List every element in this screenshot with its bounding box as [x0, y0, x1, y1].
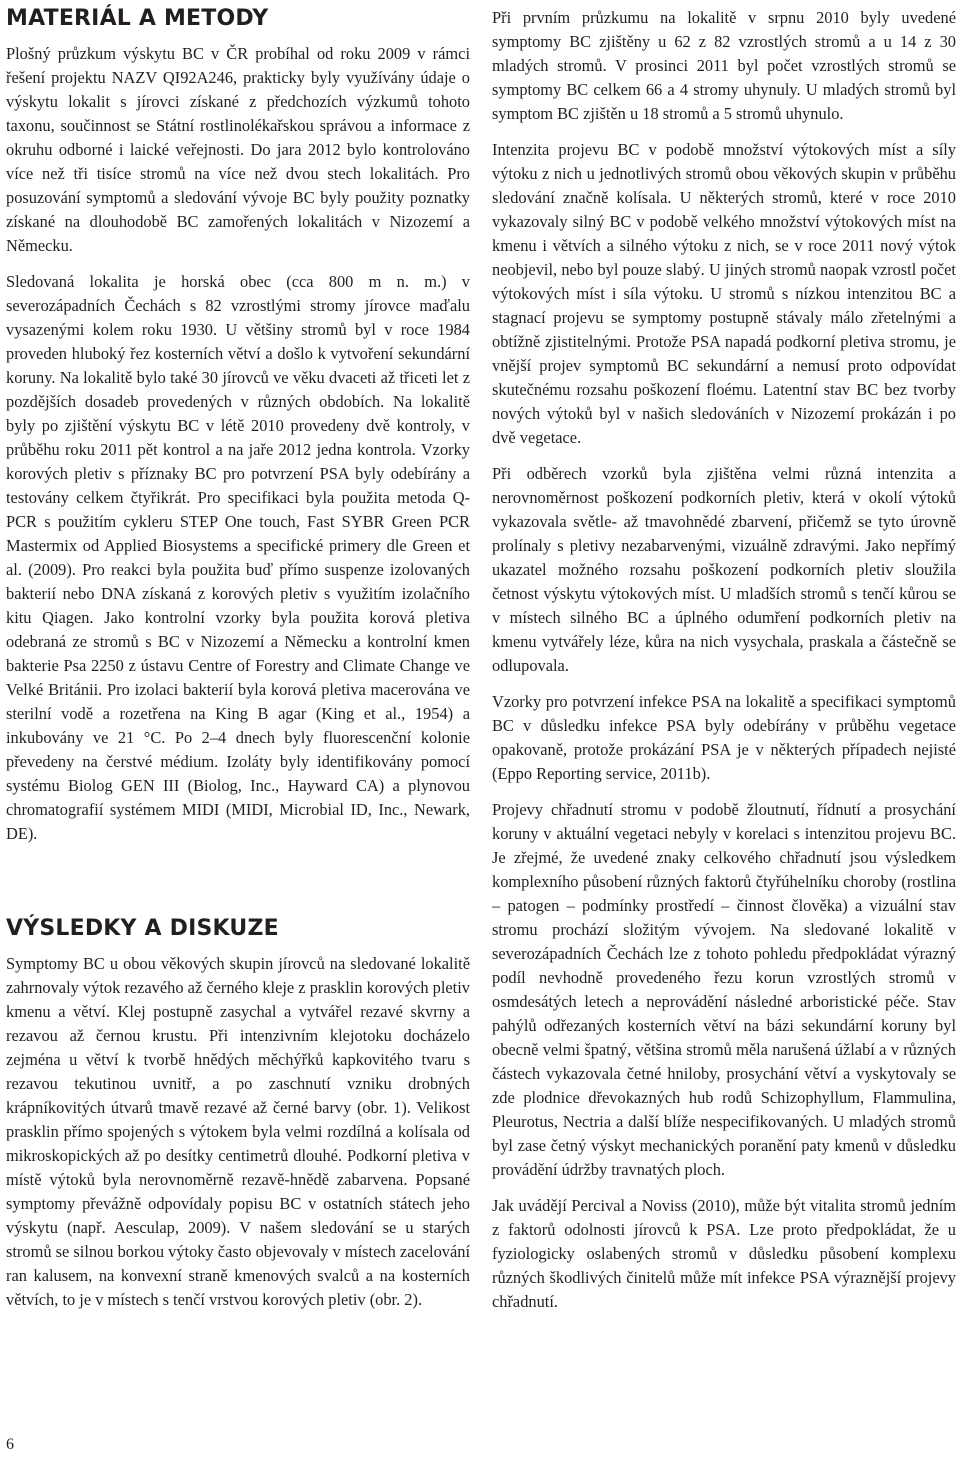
results-paragraph-2: Při prvním průzkumu na lokalitě v srpnu 2010 byly uvedené symptomy BC zjištěny u 62 z 82 vzrostlých stromů a u 14 z 30 mladých stromů. V prosinci 2011 byl počet vzrostlých stromů se symptomy BC celkem 66 a 4 stromy uhynuly. U mladých stromů byl symptom BC zjištěn u 18 stromů a 5 stromů uhynulo. — [492, 8, 956, 123]
results-paragraph-3: Intenzita projevu BC v podobě množství výtokových míst a síly výtoku z nich u jednotlivých stromů obou věkových skupin v průběhu sledování značně kolísala. U některých stromů, které v roce 2010 vykazovaly silný BC v podobě velkého množství výtokových míst na kmenu i větvích a silného výtoku z nich, se v roce 2011 nový výtok neobjevil, nebo byl pouze slabý. U jiných stromů naopak vzrostl počet výtokových míst i síla výtoku. U stromů s nízkou intenzitou BC a stagnací projevu se symptomy postupně stávaly málo zřetelnými a obtížně zjistitelnými. Protože PSA napadá podkorní pletiva stromu, je vnější projev symptomů BC sekundární a nemusí proto odpovídat skutečnému rozsahu poškození floému. Latentní stav BC bez tvorby nových výtoků byl v našich sledováních v Nizozemí prokázán i po dvě vegetace. — [492, 140, 956, 447]
methods-paragraph-1: Plošný průzkum výskytu BC v ČR probíhal od roku 2009 v rámci řešení projektu NAZV QI92A246, prakticky byly využívány údaje o výskytu lokalit s jírovci získané z předchozích výzkumů tohoto taxonu, součinnost se Státní rostlinolékařskou správou a informace z okruhu odborné i laické veřejnosti. Do jara 2012 bylo kontrolováno více než tři tisíce stromů na více než dvou stech lokalitách. Pro posuzování symptomů a sledování vývoje BC byly použity poznatky získané na dlouhodobě BC zamořených lokalitách v Nizozemí a Německu. — [6, 44, 470, 255]
methods-paragraph-2: Sledovaná lokalita je horská obec (cca 800 m n. m.) v severozápadních Čechách s 82 vzrostlými stromy jírovce maďalu vysazenými kolem roku 1930. U většiny stromů byl v roce 1984 proveden hluboký řez kosterních větví a došlo k vytvoření sekundární koruny. Na lokalitě bylo také 30 jírovců ve věku dvaceti až třiceti let z pozdějších dosadeb provedených v různých obdobích. Na lokalitě byly po zjištění výskytu BC v létě 2010 provedeny dvě kontroly, v průběhu roku 2011 pět kontrol a na jaře 2012 jedna kontrola. Vzorky korových pletiv s příznaky BC pro potvrzení PSA byly odebírány a testovány celkem čtyřikrát. Pro specifikaci byla použita metoda Q-PCR s použitím cykleru STEP One touch, Fast SYBR Green PCR Mastermix od Applied Biosystems a specifické primery dle Green et al. (2009). Pro reakci byla použita buď přímo suspenze izolovaných bakterií nebo DNA získaná z korových pletiv s využitím izolačního kitu Qiagen. Jako kontrolní vzorky byla použita korová pletiva odebraná ze stromů s BC v Nizozemí a Německu a kontrolní kmen bakterie Psa 2250 z ústavu Centre of Forestry and Climate Change ve Velké Británii. Pro izolaci bakterií byla korová pletiva macerována ve sterilní vodě a rozetřena na King B agar (King et al., 1954) a inkubovány ve 21 °C. Po 2–4 dnech byly fluorescenční kolonie převedeny na čerstvé médium. Izoláty byly identifikovány pomocí systému Biolog GEN III (Biolog, Inc., Hayward CA) a plynovou chromatografií systémem MIDI (MIDI, Microbial ID, Inc., Newark, DE). — [6, 272, 470, 843]
results-paragraph-7: Jak uvádějí Percival a Noviss (2010), může být vitalita stromů jedním z faktorů odolnosti jírovců k PSA. Lze proto předpokládat, že u fyziologicky oslabených stromů v důsledku působení komplexu různých škodlivých činitelů může mít infekce PSA výraznější projevy chřadnutí. — [492, 1196, 956, 1311]
results-paragraph-4: Při odběrech vzorků byla zjištěna velmi různá intenzita a nerovnoměrnost poškození podkorních pletiv, která v okolí výtoků vykazovala světle- až tmavohnědé zbarvení, přičemž se tyto úrovně prolínaly s pletivy nezabarvenými, vizuálně zdravými. Jako nepřímý ukazatel možného rozsahu poškození podkorních pletiv sloužila četnost výskytu výtokových míst. U mladších stromů s tenčí kůrou se v místech silného BC a úplného odumření podkorních pletiv na kmenu vytvářely léze, kůra na nich vysychala, praskala a částečně se odlupovala. — [492, 464, 956, 675]
left-column — [6, 6, 470, 1324]
results-paragraph-6: Projevy chřadnutí stromu v podobě žloutnutí, řídnutí a prosychání koruny v aktuální vegetaci nebyly v korelaci s intenzitou projevu BC. Je zřejmé, že uvedené znaky celkového chřadnutí jsou výsledkem komplexního působení různých faktorů čtyřúhelníku choroby (rostlina – patogen – podmínky prostředí – činnost člověka) a vizuální stav stromu prochází složitým vývojem. Na sledované lokalitě v severozápadních Čechách lze z tohoto pohledu předpokládat výrazný podíl nevhodně provedeného řezu korun vzrostlých stromů v osmdesátých letech a neprovádění následné arboristické péče. Stav pahýlů odřezaných kosterních větví na bázi sekundární koruny byl obecně velmi špatný, většina stromů měla narušená úžlabí a v různých částech vykazovala četné hniloby, prosychání větví a vyskytovaly se zde plodnice dřevokazných hub rodů Schizophyllum, Flammulina, Pleurotus, Nectria a další blíže nespecifikovaných. U mladých stromů byl zase četný výskyt mechanických poranění paty kmenů v důsledku provádění údržby travnatých ploch. — [492, 800, 956, 1179]
page-number: 6 — [6, 1436, 14, 1453]
right-column — [492, 6, 956, 1326]
results-paragraph-1: Symptomy BC u obou věkových skupin jírovců na sledované lokalitě zahrnovaly výtok rezavého až černého kleje z prasklin korových pletiv kmenu a větví. Klej postupně zasychal a vytvářel rezavé skvrny a rezavou až černou krustu. Při intenzivním klejotoku docházelo zejména u větví k tvorbě hnědých měchýřků kapkovitého tvaru s rezavou tekutinou uvnitř, a po zaschnutí vzniku drobných krápníkovitých útvarů tmavě rezavé až černé barvy (obr. 1). Velikost prasklin přímo spojených s výtokem byla velmi rozdílná a kolísala od mikroskopických až po desítky centimetrů dlouhé. Podkorní pletiva v místě výtoků byla nerovnoměrně rezavě-hnědě zabarvena. Popsané symptomy převážně odpovídaly popisu BC v ostatních státech jeho výskytu (např. Aesculap, 2009). V našem sledování se u starých stromů se silnou borkou výtoky často objevovaly v místech zacelování ran kalusem, na konvexní straně kmenových svalců a na kosterních větvích, to je v místech s tenčí vrstvou korových pletiv (obr. 2). — [6, 954, 470, 1309]
results-heading: VÝSLEDKY A DISKUZE — [6, 916, 279, 941]
results-paragraph-5: Vzorky pro potvrzení infekce PSA na lokalitě a specifikaci symptomů BC v důsledku infekce PSA byly odebírány v průběhu vegetace opakovaně, protože prokázání PSA je v některých případech nejisté (Eppo Reporting service, 2011b). — [492, 692, 956, 783]
methods-heading: MATERIÁL A METODY — [6, 6, 269, 31]
